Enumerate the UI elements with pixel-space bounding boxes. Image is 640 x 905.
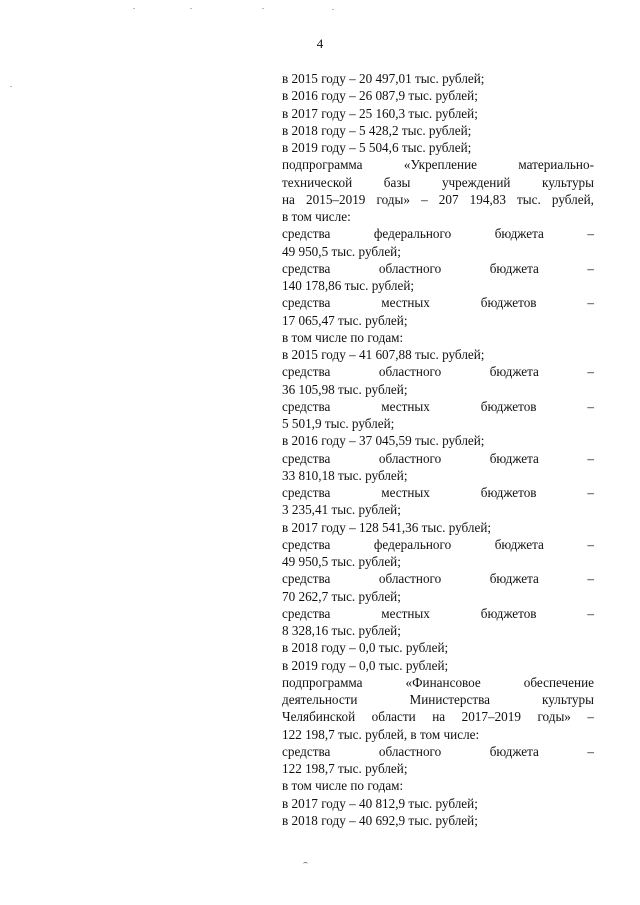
text-line: в 2019 году – 5 504,6 тыс. рублей; <box>282 140 472 155</box>
text-line: 70 262,7 тыс. рублей; <box>282 588 401 604</box>
text-line: в 2018 году – 40 692,9 тыс. рублей; <box>282 812 478 828</box>
text-line: в 2015 году – 41 607,88 тыс. рублей; <box>282 347 485 362</box>
text-word: деятельности <box>282 692 358 707</box>
text-line <box>282 691 594 708</box>
text-word: бюджета <box>489 571 539 587</box>
text-word: областного <box>378 743 442 759</box>
text-line: в 2017 году – 40 812,9 тыс. рублей; <box>282 795 478 811</box>
text-word: средства <box>282 398 331 414</box>
text-line <box>282 363 594 380</box>
text-line: в том числе по годам: <box>282 329 404 345</box>
text-word: 207 <box>438 191 459 207</box>
text-word: областного <box>378 364 442 380</box>
text-word: средства <box>282 364 331 380</box>
text-word: культуры <box>542 692 594 707</box>
text-line: 49 950,5 тыс. рублей; <box>282 243 401 259</box>
text-line <box>282 570 594 587</box>
text-word: – <box>587 364 594 380</box>
text-word: средства <box>282 605 331 621</box>
text-line: в 2018 году – 0,0 тыс. рублей; <box>282 640 449 656</box>
text-word: годы» <box>376 191 410 207</box>
text-line: 33 810,18 тыс. рублей; <box>282 467 408 483</box>
text-word: «Финансовое <box>405 674 481 690</box>
text-word: средства <box>282 743 331 759</box>
text-word: материально- <box>518 157 594 173</box>
text-word: – <box>587 295 594 311</box>
text-word: бюджетов <box>480 485 537 500</box>
text-word: бюджета <box>489 364 539 380</box>
text-line <box>282 260 594 277</box>
text-word: области <box>371 709 416 725</box>
text-word: средства <box>282 295 331 311</box>
text-word: бюджетов <box>480 398 537 414</box>
text-word: технической <box>282 174 353 190</box>
text-word: культуры <box>542 174 594 190</box>
text-word: подпрограмма <box>282 674 363 690</box>
text-word: – <box>587 398 594 414</box>
text-word: – <box>421 191 428 207</box>
text-word: средства <box>282 226 331 242</box>
text-line: в 2016 году – 37 045,59 тыс. рублей; <box>282 433 485 449</box>
text-line <box>282 674 594 691</box>
text-line: в 2015 году – 20 497,01 тыс. рублей; <box>282 71 485 86</box>
text-line: в 2019 году – 0,0 тыс. рублей; <box>282 657 449 673</box>
text-word: бюджета <box>494 536 544 552</box>
text-word: областного <box>378 571 442 587</box>
text-line <box>282 605 594 622</box>
text-word: – <box>587 605 594 621</box>
text-line: 140 178,86 тыс. рублей; <box>282 278 415 293</box>
text-word: 2017–2019 <box>461 709 521 725</box>
text-word: на <box>432 709 446 725</box>
text-word: Челябинской <box>282 709 356 725</box>
text-word: 194,83 <box>469 191 506 207</box>
document-body <box>282 70 594 829</box>
text-word: бюджета <box>489 743 539 759</box>
text-word: местных <box>381 295 430 311</box>
text-line: 8 328,16 тыс. рублей; <box>282 623 401 638</box>
text-line: 122 198,7 тыс. рублей; <box>282 761 408 776</box>
text-word: – <box>587 709 594 725</box>
text-word: бюджетов <box>480 295 537 311</box>
text-line: 3 235,41 тыс. рублей; <box>282 502 401 518</box>
text-line: в 2017 году – 25 160,3 тыс. рублей; <box>282 105 478 121</box>
text-word: «Укрепление <box>403 157 477 173</box>
text-line <box>282 156 594 173</box>
text-line <box>282 708 594 725</box>
text-word: местных <box>381 398 430 414</box>
text-word: областного <box>378 260 442 276</box>
text-word: – <box>587 260 594 276</box>
text-line <box>282 450 594 467</box>
text-word: средства <box>282 571 331 587</box>
text-word: средства <box>282 485 331 500</box>
text-line <box>282 225 594 242</box>
text-word: базы <box>383 174 411 190</box>
text-line: в 2016 году – 26 087,9 тыс. рублей; <box>282 88 478 104</box>
text-line <box>282 536 594 553</box>
text-word: – <box>587 536 594 552</box>
text-word: – <box>587 571 594 587</box>
text-word: бюджетов <box>480 605 537 621</box>
text-word: Министерства <box>409 692 490 707</box>
text-word: учреждений <box>441 174 511 190</box>
text-line <box>282 484 594 501</box>
text-line <box>282 743 594 760</box>
text-word: средства <box>282 536 331 552</box>
text-word: федерального <box>373 536 452 552</box>
text-word: подпрограмма <box>282 157 363 173</box>
text-word: тыс. <box>517 191 541 207</box>
text-word: федерального <box>373 226 452 242</box>
text-word: местных <box>381 605 430 621</box>
text-word: – <box>587 743 594 759</box>
text-word: местных <box>381 485 430 500</box>
text-word: годы» <box>537 709 571 725</box>
text-line: 36 105,98 тыс. рублей; <box>282 381 408 397</box>
text-word: 2015–2019 <box>306 191 366 207</box>
text-line: 5 501,9 тыс. рублей; <box>282 416 395 431</box>
text-word: на <box>282 191 295 207</box>
text-word: бюджета <box>489 260 539 276</box>
text-line <box>282 294 594 311</box>
text-line: в том числе по годам: <box>282 778 404 794</box>
text-word: – <box>587 485 594 500</box>
text-line: 122 198,7 тыс. рублей, в том числе: <box>282 726 480 742</box>
text-line: 49 950,5 тыс. рублей; <box>282 554 401 569</box>
text-line <box>282 191 594 208</box>
text-word: бюджета <box>489 450 539 466</box>
scan-mark <box>303 862 308 866</box>
text-word: средства <box>282 260 331 276</box>
text-word: обеспечение <box>523 674 594 690</box>
text-line: в 2018 году – 5 428,2 тыс. рублей; <box>282 122 472 138</box>
text-line: в том числе: <box>282 209 351 224</box>
text-word: – <box>587 226 594 242</box>
text-line <box>282 174 594 191</box>
text-word: средства <box>282 450 331 466</box>
text-word: рублей, <box>551 191 594 207</box>
text-line: в 2017 году – 128 541,36 тыс. рублей; <box>282 519 492 535</box>
text-word: бюджета <box>494 226 544 242</box>
text-word: – <box>587 450 594 466</box>
page-number: 4 <box>316 36 324 51</box>
text-line <box>282 398 594 415</box>
text-line: 17 065,47 тыс. рублей; <box>282 312 408 328</box>
text-word: областного <box>378 450 442 466</box>
